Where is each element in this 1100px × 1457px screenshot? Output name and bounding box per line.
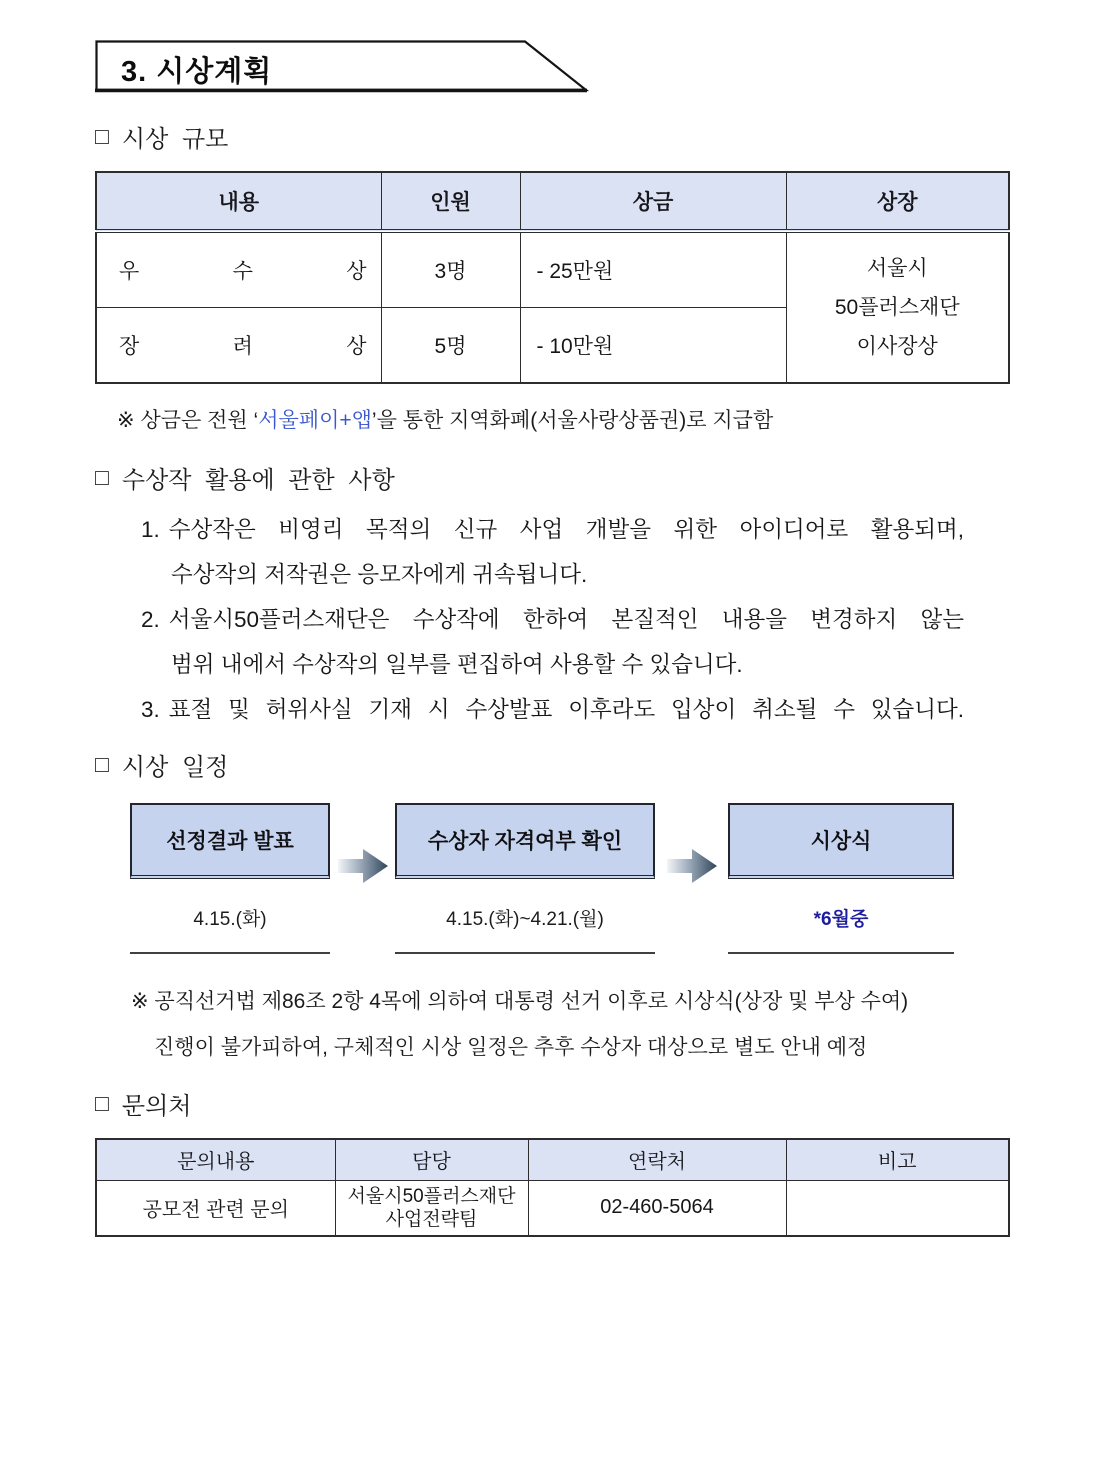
item-number: 3. — [141, 697, 160, 722]
award-name-cell — [96, 231, 381, 307]
list-item — [141, 597, 964, 687]
certificate-line: 서울시 — [866, 257, 928, 280]
remarks-cell — [786, 1180, 1009, 1236]
arrow-right-icon — [655, 803, 728, 954]
flow-step-label: 수상자 자격여부 확인 — [427, 830, 623, 853]
flow-step-label: 시상식 — [810, 830, 872, 853]
award-name-cell — [96, 307, 381, 383]
column-header-prize: 상금 — [520, 172, 786, 231]
award-name-char: 우 — [119, 259, 140, 283]
flow-step-box — [130, 803, 330, 879]
item-text-continued: 수상작의 저작권은 응모자에게 귀속됩니다. — [171, 562, 588, 587]
square-bullet-icon: □ — [95, 1090, 109, 1116]
section-title: 3. 시상계획 — [121, 56, 273, 88]
item-number: 2. — [141, 607, 160, 632]
item-text: 수상작은 비영리 목적의 신규 사업 개발을 위한 아이디어로 활용되며, — [168, 517, 964, 542]
award-name-char: 상 — [346, 334, 367, 358]
flow-step-ceremony — [728, 803, 954, 954]
award-name-char: 려 — [232, 334, 253, 358]
usage-terms-list — [95, 507, 964, 732]
contact-table-header-row — [96, 1139, 1009, 1180]
department-cell — [335, 1180, 528, 1236]
note-text-suffix: ’을 통한 지역화폐(서울사랑상품권)로 지급함 — [371, 409, 774, 432]
flow-underline — [130, 952, 330, 954]
seoul-pay-link[interactable]: 서울페이+앱 — [258, 409, 372, 432]
certificate-line: 50플러스재단 — [834, 296, 960, 319]
column-header-content: 내용 — [96, 172, 381, 231]
flow-step-box — [728, 803, 954, 879]
square-bullet-icon: □ — [95, 123, 109, 149]
schedule-note — [95, 979, 1010, 1071]
column-header-certificate: 상장 — [786, 172, 1009, 231]
heading-label: 수상작 활용에 관한 사항 — [121, 467, 395, 494]
schedule-flow-diagram — [130, 803, 1010, 954]
reference-mark: ※ — [117, 409, 135, 432]
flow-step-label: 선정결과 발표 — [166, 830, 294, 853]
flow-step-date: 4.15.(화)~4.21.(월) — [446, 909, 604, 930]
item-text: 서울시50플러스재단은 수상작에 한하여 본질적인 내용을 변경하지 않는 — [168, 607, 964, 632]
column-header-remarks: 비고 — [786, 1139, 1009, 1180]
heading-award-schedule — [95, 747, 1010, 782]
heading-label: 시상 일정 — [121, 754, 229, 781]
prize-payment-note — [95, 405, 1010, 436]
table-row-excellence — [96, 231, 1009, 307]
department-line: 서울시50플러스재단 — [347, 1185, 516, 1207]
flow-step-date: 4.15.(화) — [193, 909, 267, 930]
square-bullet-icon: □ — [95, 751, 109, 777]
flow-step-box — [395, 803, 655, 879]
award-prize-cell: - 10만원 — [520, 307, 786, 383]
schedule-note-line: ※ 공직선거법 제86조 2항 4목에 의하여 대통령 선거 이후로 시상식(상장 및 부상 수여) — [131, 990, 909, 1013]
flow-step-announcement — [130, 803, 330, 954]
award-count-cell: 3명 — [381, 231, 520, 307]
table-row — [96, 1180, 1009, 1236]
square-bullet-icon: □ — [95, 464, 109, 490]
award-table-header-row — [96, 172, 1009, 231]
list-item — [141, 507, 964, 597]
phone-cell: 02-460-5064 — [528, 1180, 786, 1236]
department-line: 사업전략팀 — [385, 1208, 478, 1230]
inquiry-topic-cell: 공모전 관련 문의 — [96, 1180, 335, 1236]
section-banner — [95, 40, 590, 94]
column-header-inquiry: 문의내용 — [96, 1139, 335, 1180]
list-item — [141, 687, 964, 732]
heading-contact — [95, 1086, 1010, 1121]
contact-table — [95, 1138, 1010, 1237]
item-text: 표절 및 허위사실 기재 시 수상발표 이후라도 입상이 취소될 수 있습니다. — [168, 697, 964, 722]
award-name-char: 수 — [232, 259, 253, 283]
flow-step-date-highlighted: *6월중 — [813, 909, 869, 930]
column-header-count: 인원 — [381, 172, 520, 231]
column-header-phone: 연락처 — [528, 1139, 786, 1180]
note-text-prefix: 상금은 전원 ‘ — [140, 409, 259, 432]
certificate-line: 이사장상 — [856, 335, 938, 358]
item-text-continued: 범위 내에서 수상작의 일부를 편집하여 사용할 수 있습니다. — [171, 652, 743, 677]
schedule-note-line: 진행이 불가피하여, 구체적인 시상 일정은 추후 수상자 대상으로 별도 안내 예정 — [154, 1036, 868, 1059]
heading-usage-terms — [95, 460, 1010, 495]
award-certificate-cell — [786, 231, 1009, 383]
column-header-department: 담당 — [335, 1139, 528, 1180]
heading-label: 시상 규모 — [121, 126, 229, 153]
award-name-char: 장 — [119, 334, 140, 358]
award-name-char: 상 — [346, 259, 367, 283]
item-number: 1. — [141, 517, 160, 542]
flow-underline — [395, 952, 655, 954]
award-prize-cell: - 25만원 — [520, 231, 786, 307]
flow-step-eligibility-check — [395, 803, 655, 954]
heading-label: 문의처 — [121, 1093, 192, 1120]
flow-underline — [728, 952, 954, 954]
award-scale-table — [95, 171, 1010, 384]
heading-award-scale — [95, 119, 1010, 154]
award-count-cell: 5명 — [381, 307, 520, 383]
arrow-right-icon — [330, 803, 395, 954]
